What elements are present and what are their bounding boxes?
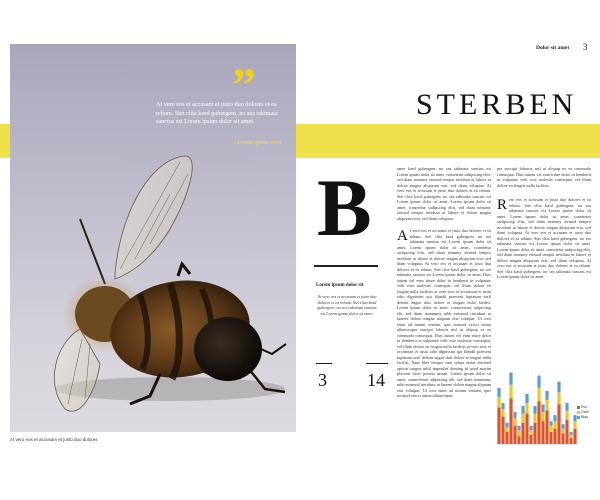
legend-label: Blau — [581, 415, 589, 419]
legend-swatch — [577, 406, 580, 409]
stat-rule-1 — [316, 363, 332, 364]
bar-gelb-10 — [533, 414, 536, 423]
bar-rot-5 — [513, 426, 516, 444]
bar-blau-16 — [557, 382, 560, 393]
column-1-intro: amet kasd gubergren, no sea takimata sanctus est Lorem ipsum dolor sit amet. consetetur sadipscing elitr, sed diam nonumy eirmod tempor invidunt ut labore et dolore magna aliquyam erat, sed diam voluptua. At vero eos et accusam et justo duo dolores et ea rebum. Stet clita kasd gubergren, no sea takimata sanctus est Lorem ipsum dolor sit amet. Lorem ipsum dolor sit amet, consetetur sadipscing elitr, sed diam nonumy eirmod tempor invidunt ut labore et dolore magna aliquyam erat, sed diam voluptua. — [397, 166, 491, 221]
legend-item — [577, 415, 589, 420]
pull-quote: At vero eos et accusam et justo duo dolores et ea rebum. Stet clita kasd gubergren, no sea takimata sanctus est Lorem ipsum dolor sit amet. — [156, 101, 278, 126]
column-2-text: ero eos et accusam et justo duo dolores et ea rebum. Stet clita kasd gubergren, no sea takimata sanctus est Lorem ipsum dolor sit amet. Lorem ipsum dolor sit amet, consetetur sadipscing elitr, sed diam nonumy eirmod tempor invidunt ut labore et dolore magna aliquyam erat, sed diam voluptua. At vero eos et accusam et justo duo dolores et ea rebum. Stet clita kasd gubergren, no sea takimata sanctus est Lorem ipsum dolor sit amet. Lorem ipsum dolor sit amet, consetetur sadipscing elitr, sed diam nonumy eirmod tempor invidunt ut labore et dolore magna aliquyam erat, sed diam voluptua. At vero eos et accusam et justo duo dolores et ea rebum. Stet clita kasd gubergren, no sea takimata sanctus est Lorem ipsum dolor sit amet. — [497, 197, 591, 279]
bar-gelb-2 — [501, 409, 504, 417]
bar-blau-19 — [569, 432, 572, 435]
bar-gelb-3 — [505, 427, 508, 432]
bar-rot-20 — [573, 429, 576, 444]
big-initial-letter: B — [317, 162, 372, 253]
bar-blau-10 — [533, 406, 536, 414]
quote-signature: - Lorem ipsum dolor — [233, 140, 282, 146]
bar-blau-13 — [545, 391, 548, 400]
bar-blau-12 — [541, 404, 544, 412]
bar-gelb-6 — [517, 430, 520, 436]
bar-blau-1 — [497, 388, 500, 397]
aside-text: At vero eos et accusam et justo duo dolores et ea rebum. Stet clita kasd gubergren, no sea takimata sanctus est Lorem ipsum dolor sit amet. — [317, 294, 377, 316]
bar-blau-6 — [517, 426, 520, 431]
bar-blau-14 — [549, 421, 552, 426]
bar-blau-18 — [565, 403, 568, 411]
bar-rot-19 — [569, 438, 572, 444]
bar-gelb-20 — [573, 421, 576, 429]
legend-swatch — [577, 416, 580, 419]
bar-blau-2 — [501, 403, 504, 409]
bar-gelb-5 — [513, 418, 516, 426]
legend-label: Rot — [581, 405, 587, 409]
column-2-intro: per suscipit lobortis nisl ut aliquip ex ea commodo consequat. Duis autem vel eum iriure dolor in hendrerit in vulputate velit esse molestie consequat, vel illum dolore eu feugiat nulla facilisis. — [497, 166, 591, 188]
stat-number-1: 3 — [318, 370, 327, 390]
bar-blau-17 — [561, 424, 564, 429]
bar-rot-13 — [545, 411, 548, 444]
bar-rot-8 — [525, 414, 528, 444]
bar-gelb-19 — [569, 435, 572, 438]
bar-gelb-1 — [497, 397, 500, 408]
bar-rot-14 — [549, 432, 552, 444]
bar-gelb-14 — [549, 426, 552, 432]
running-head: Dolor sit amet — [536, 45, 570, 51]
chart-legend — [577, 405, 589, 420]
bar-rot-7 — [521, 423, 524, 444]
quote-mark: ” — [232, 59, 256, 112]
bar-rot-10 — [533, 423, 536, 444]
bar-rot-18 — [565, 420, 568, 444]
bar-gelb-7 — [521, 414, 524, 423]
drop-cap-a: A — [397, 228, 408, 244]
bar-gelb-15 — [553, 421, 556, 429]
article-title: STERBEN — [416, 88, 578, 121]
legend-label: Gelb — [581, 410, 589, 414]
bar-blau-5 — [513, 412, 516, 418]
bar-blau-7 — [521, 406, 524, 414]
bar-gelb-8 — [525, 403, 528, 414]
bar-rot-4 — [509, 398, 512, 444]
bar-blau-8 — [525, 394, 528, 403]
bar-gelb-9 — [529, 430, 532, 435]
aside-heading: Lorem ipsum dolor sit — [316, 283, 364, 288]
column-1-body — [397, 228, 491, 450]
bar-gelb-11 — [537, 388, 540, 402]
bar-rot-9 — [529, 435, 532, 444]
bar-rot-6 — [517, 436, 520, 444]
bar-blau-11 — [537, 376, 540, 388]
bar-rot-17 — [561, 433, 564, 444]
stat-rule-2 — [366, 363, 388, 364]
legend-swatch — [577, 411, 580, 414]
bar-rot-15 — [553, 429, 556, 444]
bar-blau-15 — [553, 415, 556, 421]
bar-gelb-16 — [557, 392, 560, 404]
drop-cap-r: R — [497, 197, 508, 213]
column-2-body — [497, 197, 591, 342]
page-number: 3 — [583, 42, 588, 52]
bar-rot-12 — [541, 421, 544, 444]
heading-rule — [314, 265, 378, 267]
bar-blau-9 — [529, 426, 532, 431]
bar-blau-4 — [509, 373, 512, 385]
bar-gelb-12 — [541, 412, 544, 421]
bar-rot-16 — [557, 404, 560, 444]
bar-rot-11 — [537, 401, 540, 444]
bar-rot-3 — [505, 432, 508, 444]
bar-blau-3 — [505, 423, 508, 428]
stacked-bar-chart — [497, 366, 577, 446]
bar-gelb-13 — [545, 400, 548, 411]
bar-rot-2 — [501, 417, 504, 444]
column-1-text: t vero eos et accusam et justo duo dolores et ea rebum. Stet clita kasd gubergren, no sea takimata sanctus est Lorem ipsum dolor sit amet. Lorem ipsum dolor sit amet, consetetur sadipscing elitr, sed diam nonumy eirmod tempor invidunt ut labore et dolore magna aliquyam erat, sed diam voluptua. At vero eos et accusam et justo duo dolores et ea rebum. Stet clita kasd gubergren, no sea takimata sanctus est Lorem ipsum dolor sit amet. Duis autem vel eum iriure dolor in hendrerit in vulputate velit esse molestie consequat, vel illum dolore eu feugiat nulla facilisis at vero eros et accumsan et iusto odio dignissim qui blandit praesent luptatum zzril delenit augue duis dolore te feugait nulla facilisi. Lorem ipsum dolor sit amet, consectetuer adipiscing elit, sed diam nonummy nibh euismod tincidunt ut laoreet dolore magna aliquam erat volutpat. Ut wisi enim ad minim veniam, quis nostrud exerci tation ullamcorper suscipit lobortis nisl ut aliquip ex ea commodo consequat. Duis autem vel eum iriure dolor in hendrerit in vulputate velit esse molestie consequat, vel illum dolore eu feugiat nulla facilisis at vero eros et accumsan et iusto odio dignissim qui blandit praesent luptatum zzril delenit augue duis dolore te feugait nulla facilisi. Nam liber tempor cum soluta nobis eleifend option congue nihil imperdiet doming id quod mazim placerat facer possim assum. Lorem ipsum dolor sit amet, consectetuer adipiscing elit, sed diam nonummy nibh euismod tincidunt ut laoreet dolore magna aliquam erat volutpat. Ut wisi enim ad minim veniam, quis nostrud exerci tation ullamcorper. — [397, 228, 491, 398]
stat-number-2: 14 — [367, 370, 385, 390]
photo-caption: At vero eos et accusam et justo duo dolores — [10, 437, 98, 442]
bar-gelb-18 — [565, 411, 568, 420]
bar-gelb-17 — [561, 429, 564, 434]
bar-gelb-4 — [509, 385, 512, 399]
bar-rot-1 — [497, 408, 500, 444]
